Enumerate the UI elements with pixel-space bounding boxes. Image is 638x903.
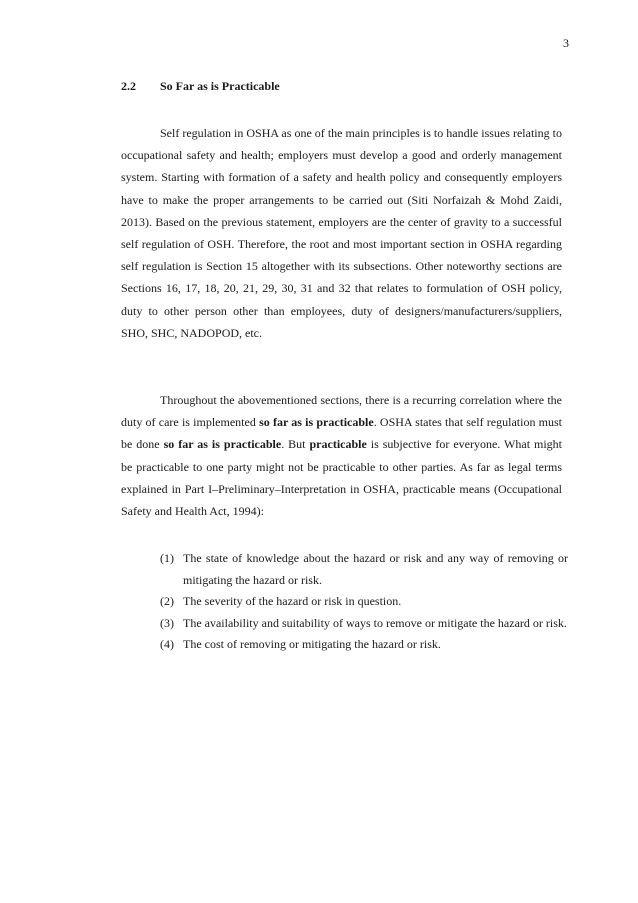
list-item-text: The state of knowledge about the hazard or risk and any way of removing or mitigating the hazard or risk. xyxy=(183,551,568,587)
list-marker: (3) xyxy=(160,615,174,630)
list-item-text: The cost of removing or mitigating the hazard or risk. xyxy=(183,637,441,652)
list-item xyxy=(160,634,568,656)
list-item xyxy=(160,548,568,591)
paragraph-text: . But xyxy=(281,437,310,452)
paragraph-text: . OSHA states that self regulation must be done xyxy=(121,415,562,452)
list-marker: (2) xyxy=(160,594,174,609)
list-marker: (1) xyxy=(160,551,174,565)
practicable-criteria-list xyxy=(160,548,568,656)
section-number: 2.2 xyxy=(121,79,136,93)
list-marker: (4) xyxy=(160,637,174,652)
paragraph-practicable xyxy=(121,389,562,522)
page-number: 3 xyxy=(563,36,569,50)
list-item-text: The severity of the hazard or risk in question. xyxy=(183,594,402,609)
bold-term: so far as is practicable xyxy=(259,415,374,430)
section-heading xyxy=(121,79,280,94)
paragraph-text: Throughout the abovementioned sections, there is a recurring correlation where the duty of care is implemented xyxy=(121,393,562,430)
list-item-text: The availability and suitability of ways to remove or mitigate the hazard or risk. xyxy=(183,615,567,630)
paragraph-text: is subjective for everyone. What might be practicable to one party might not be practicable to other parties. As far as legal terms explained in Part I–Preliminary–Interpretation in OSHA, practicable means (Occupational Safety and Health Act, 1994): xyxy=(121,437,563,519)
bold-term: practicable xyxy=(309,437,367,452)
paragraph-self-regulation: Self regulation in OSHA as one of the main principles is to handle issues relating to occupational safety and health; employers must develop a good and orderly management system. Starting with formation of a safety and health policy and consequently employers have to make the proper arrangements to be carried out (Siti Norfaizah & Mohd Zaidi, 2013). Based on the previous statement, employers are the center of gravity to a successful self regulation of OSH. Therefore, the root and most important section in OSHA regarding self regulation is Section 15 altogether with its subsections. Other noteworthy sections are Sections 16, 17, 18, 20, 21, 29, 30, 31 and 32 that relates to formulation of OSH policy, duty to other person other than employees, duty of designers/manufacturers/suppliers, SHO, SHC, NADOPOD, etc. xyxy=(121,126,562,340)
bold-term: so far as is practicable xyxy=(163,437,282,452)
list-item xyxy=(160,613,568,635)
section-title: So Far as is Practicable xyxy=(160,79,280,93)
list-item xyxy=(160,591,568,613)
